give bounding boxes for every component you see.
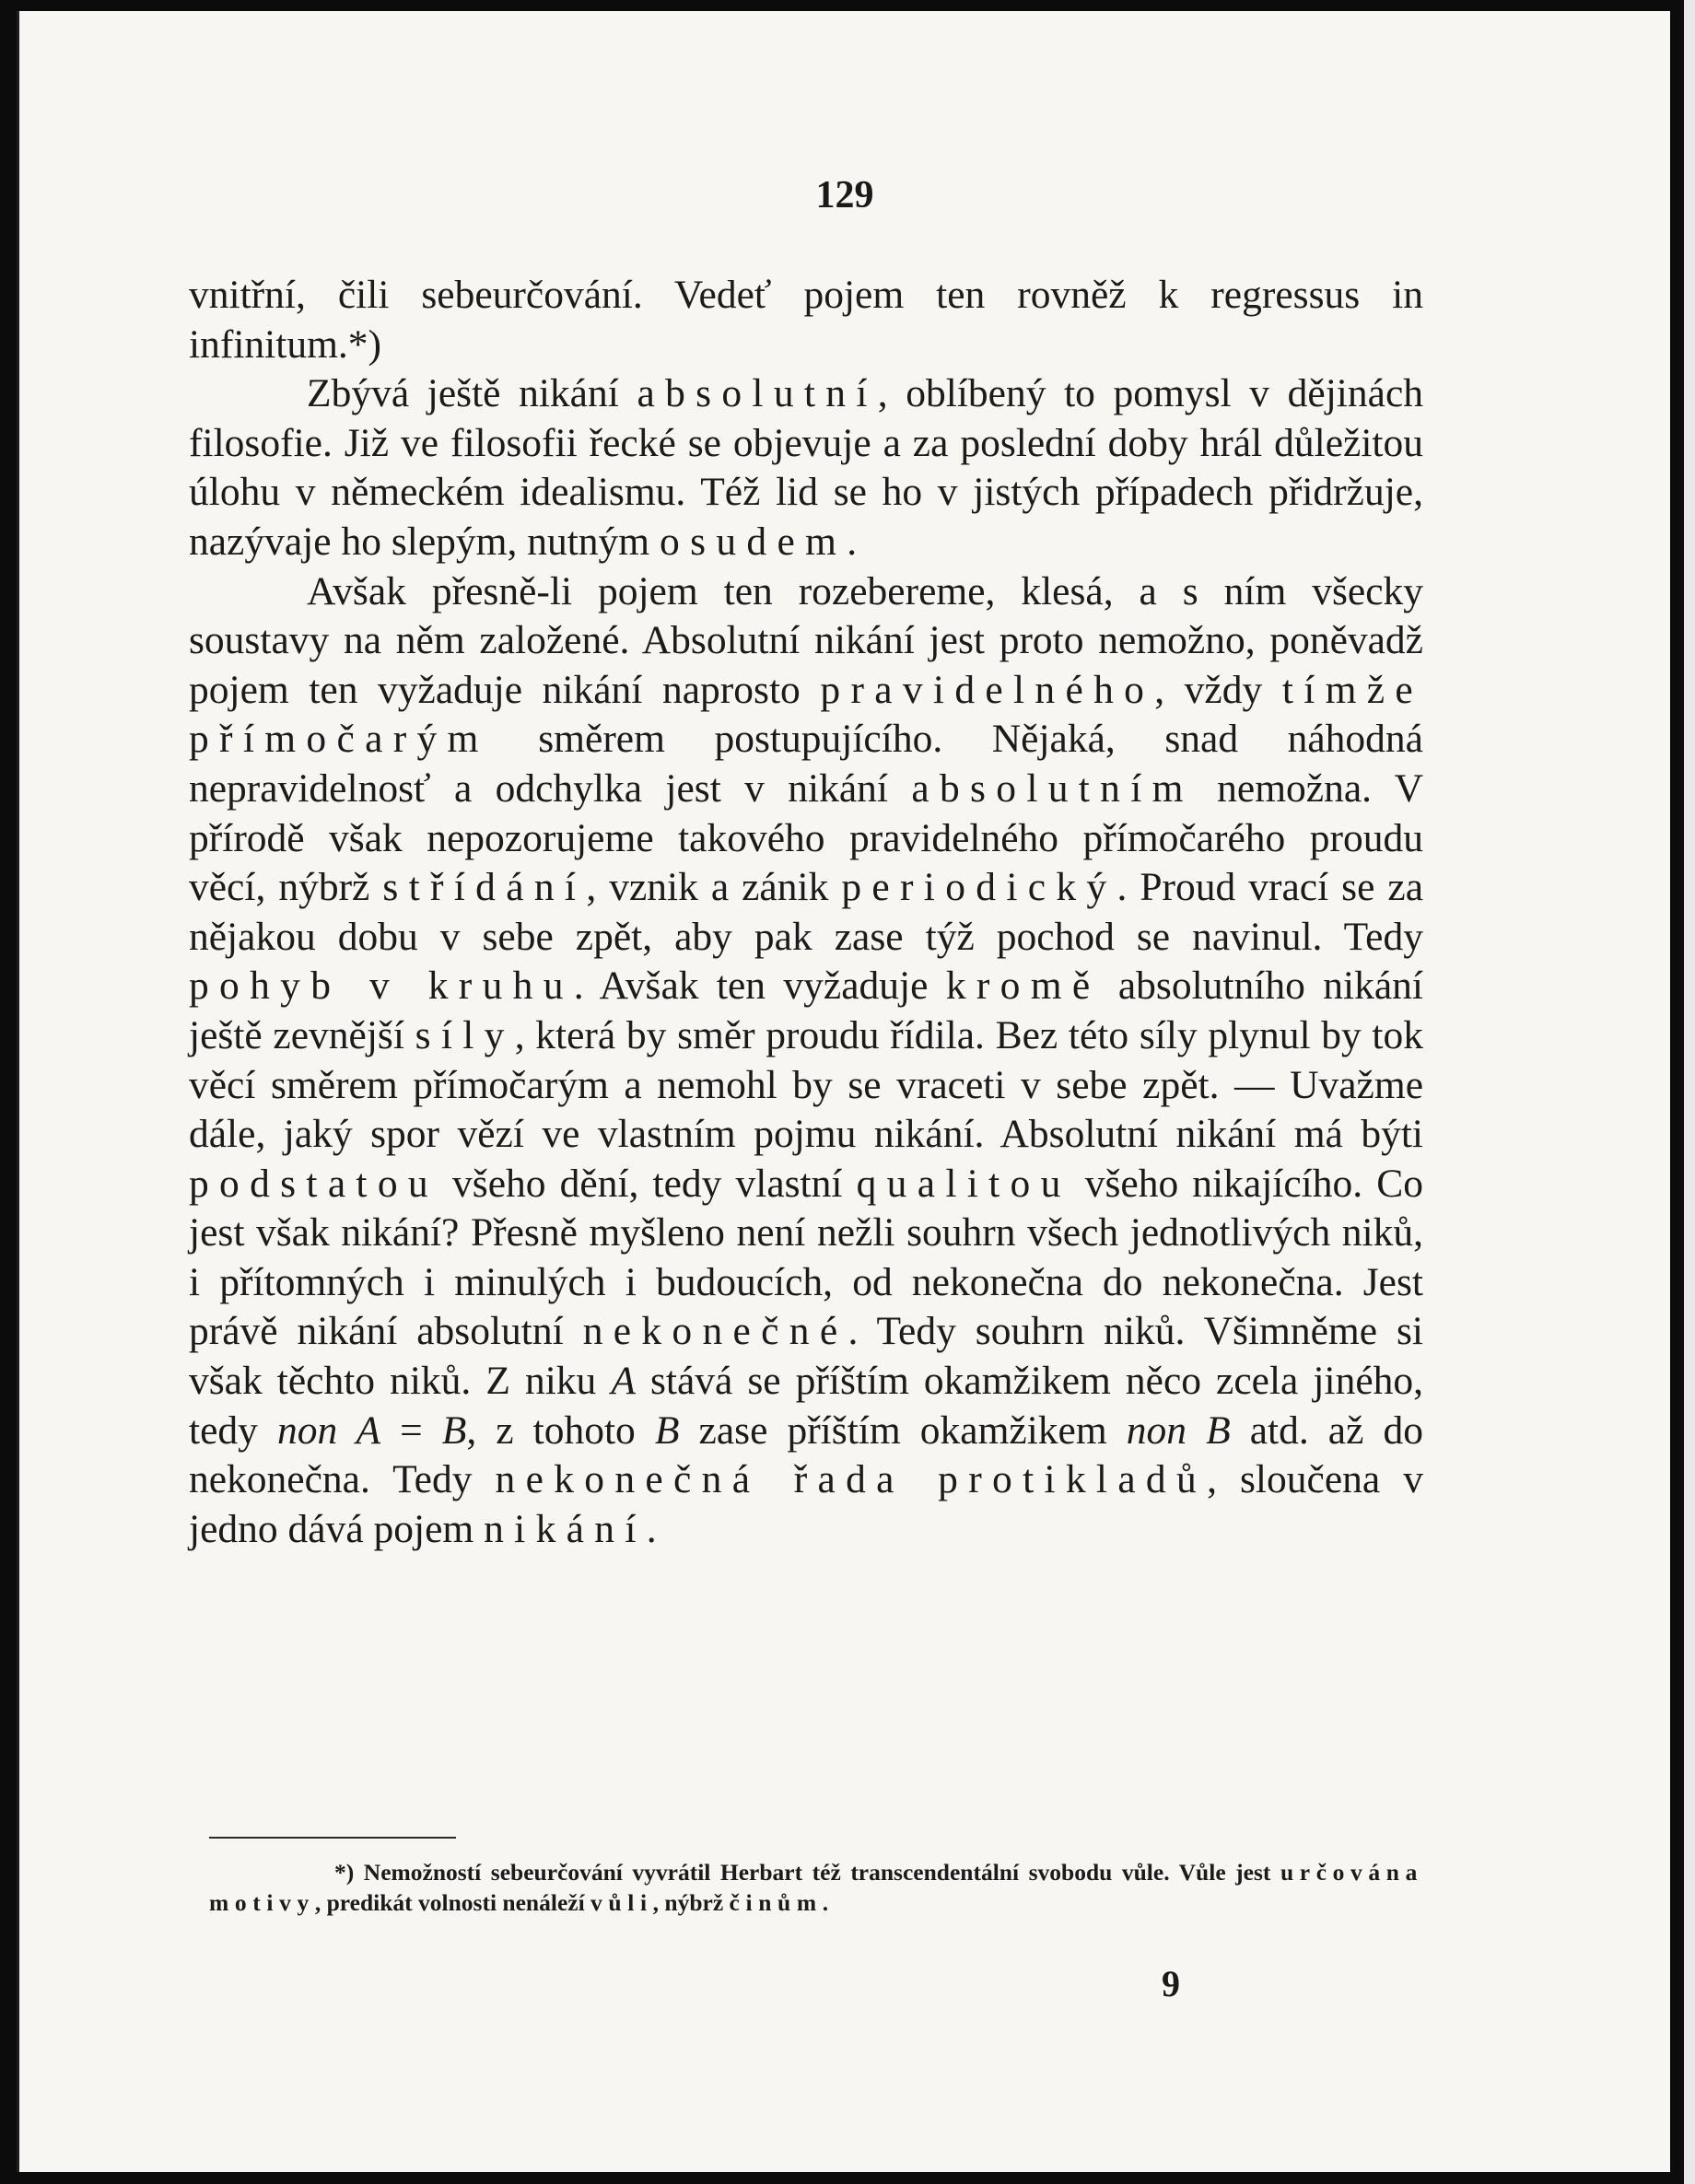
italic-text: non B [1126,1407,1231,1453]
text-run: . Tedy souhrn niků. Všimněme si však těchto niků. Z niku [189,1309,1423,1404]
italic-text: B [654,1407,680,1453]
text-run: , predikát volnosti nenáleží [314,1889,591,1916]
text-run: , která by směr proudu řídila. Bez této síly plynul by tok věcí směrem přímočarým a nemohl by se vraceti v sebe zpět. — Uvažme dále, jaký spor vězí ve vlastním pojmu nikání. Absolutní nikání má býti [189,1012,1423,1157]
spaced-emphasis: nekonečná řada protikladů [495,1457,1208,1502]
spaced-emphasis: qualitou [856,1161,1071,1206]
spaced-emphasis: osudem [660,519,848,564]
footnote-rule [209,1837,456,1839]
book-page [17,11,1670,2172]
text-run: . [646,1506,657,1551]
text-run: nemožna. V přírodě však nepozorujeme takového pravidelného přímočarého proudu věcí, nýbrž [189,765,1423,910]
text-run: , vznik a zánik [586,865,842,910]
text-run: všeho nikajícího. Co jest však nikání? Přesně myšleno není nežli souhrn všech jednotlivých niků, i přítomných i minulých i budoucích, od nekonečna do nekonečna. Jest právě nikání absolutní [189,1161,1423,1354]
signature-mark: 9 [1162,1963,1180,2004]
text-run: Avšak přesně-li pojem ten rozebereme, klesá, a s ním všecky soustavy na něm založené. Absolutní nikání jest proto nemožno, poněvadž pojem ten vyžaduje nikání naprosto [189,568,1423,712]
spaced-emphasis: pohyb v kruhu [189,964,574,1009]
spaced-emphasis: vůli [590,1889,653,1916]
spaced-emphasis: periodický [841,865,1117,910]
spaced-emphasis: určována motivy [209,1859,1423,1916]
spaced-emphasis: síly [415,1012,515,1057]
spaced-emphasis: nikání [484,1506,647,1551]
text-run: , sloučena v jedno dává pojem [189,1457,1423,1551]
spaced-emphasis: činům [729,1889,823,1916]
paragraph [189,369,1423,566]
spaced-emphasis: střídání [382,865,587,910]
text-run: Zbývá ještě nikání [307,371,637,416]
italic-text: A [611,1359,636,1404]
footnote-text [209,1857,1423,1918]
text-run: . [822,1889,829,1916]
text-run: všeho dění, tedy vlastní [438,1161,857,1206]
italic-text: non A [276,1407,381,1453]
body-text [189,271,1423,1554]
text-run: stává se příštím okamžikem něco zcela jiného, tedy [189,1359,1423,1453]
spaced-emphasis: absolutním [911,765,1194,811]
footnote [209,1857,1423,1918]
spaced-emphasis: pravidelného [820,667,1155,712]
text-run: směrem postupujícího. Nějaká, snad náhodná nepravidelnosť a odchylka jest v nikání [189,717,1423,811]
spaced-emphasis: kromě [945,964,1101,1009]
italic-text: B [441,1407,467,1453]
spaced-emphasis: nekonečné [582,1309,848,1354]
scan-edge [1684,0,1695,2184]
text-run: *) Nemožností sebeurčování vyvrátil Herbart též transcendentální svobodu vůle. Vůle jest [334,1859,1280,1886]
text-run: , oblíbený to pomysl v dějinách filosofie. Již ve filosofii řecké se objevuje a za poslední doby hrál důležitou úlohu v německém idealismu. Též lid se ho v jistých případech přidržuje, nazývaje ho slepým, nutným [189,371,1423,564]
text-run: , vždy [1154,667,1282,712]
text-run: . Avšak ten vyžaduje [573,964,946,1009]
text-run: . Proud vrací se za nějakou dobu v sebe zpět, aby pak zase týž pochod se navinul. Tedy [189,865,1424,959]
text-run: = [380,1407,442,1453]
text-run: zase příštím okamžikem [679,1407,1127,1453]
spaced-emphasis: absolutní [637,371,878,416]
page-number: 129 [815,174,874,216]
paragraph [189,567,1423,1555]
text-run: , z tohoto [466,1407,655,1453]
text-run: vnitřní, čili sebeurčování. Vedeť pojem ten rovněž k regressus in infinitum.*) [189,273,1423,367]
text-run: , nýbrž [652,1889,730,1916]
text-run: absolutního nikání ještě zevnější [189,964,1423,1057]
text-run: . [847,519,858,564]
paragraph [189,271,1423,369]
spaced-emphasis: tímže přímočarým [189,667,1423,762]
text-run: atd. až do nekonečna. Tedy [189,1407,1423,1502]
spaced-emphasis: podstatou [189,1161,438,1206]
